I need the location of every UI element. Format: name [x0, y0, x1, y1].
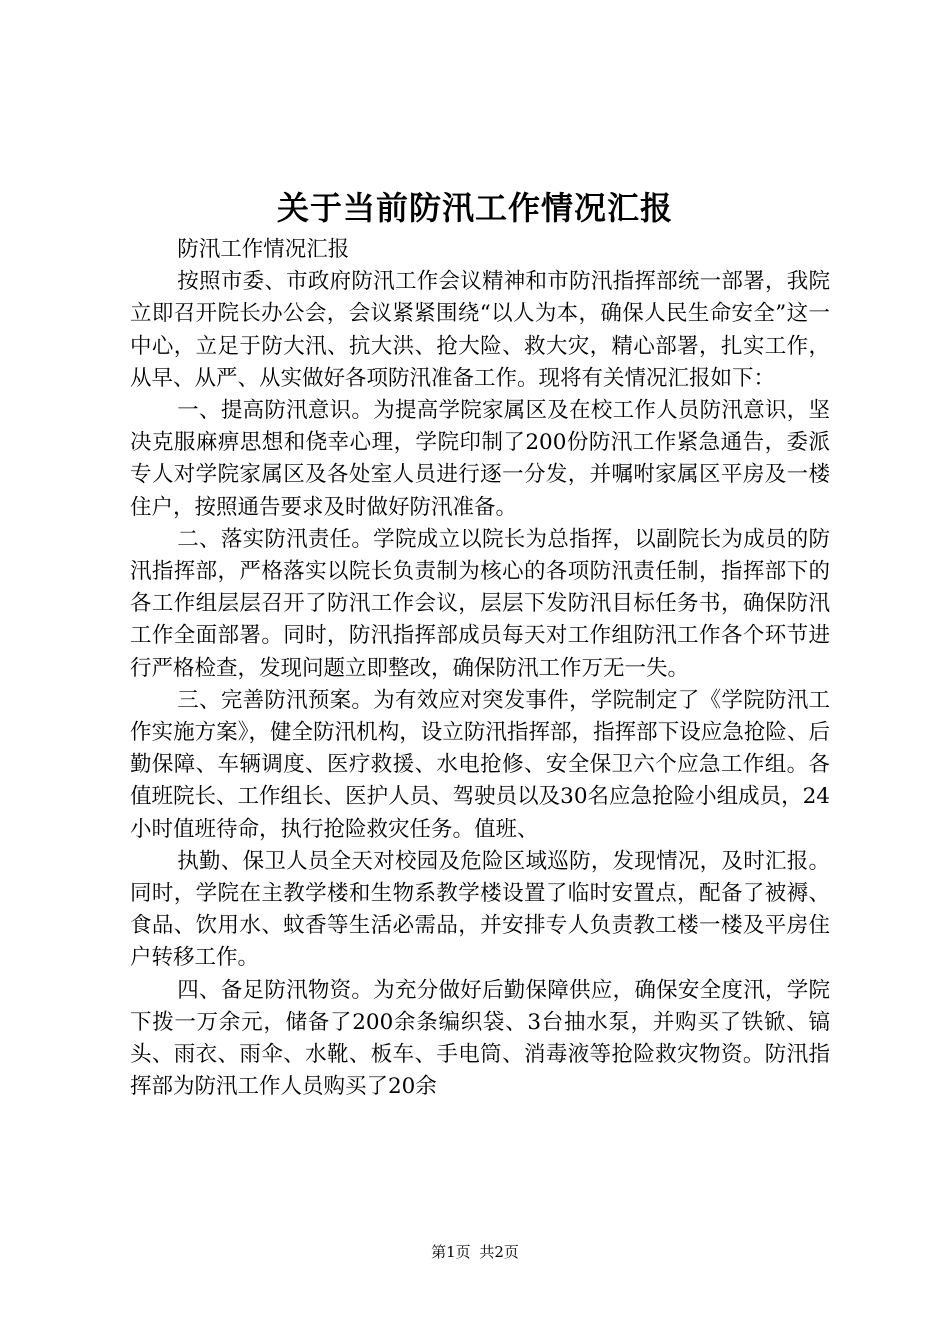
page-number: 第1页 [431, 1243, 471, 1261]
page-footer [0, 1242, 950, 1262]
paragraph-section-2: 二、落实防汛责任。学院成立以院长为总指挥，以副院长为成员的防汛指挥部，严格落实以院长负责制为核心的各项防汛责任制，指挥部下的各工作组层层召开了防汛工作会议，层层下发防汛目标任务书，确保防汛工作全面部署。同时，防汛指挥部成员每天对工作组防汛工作各个环节进行严格检查，发现问题立即整改，确保防汛工作万无一失。 [130, 526, 830, 681]
paragraph-section-1: 一、提高防汛意识。为提高学院家属区及在校工作人员防汛意识，坚决克服麻痹思想和侥幸心理，学院印制了200份防汛工作紧急通告，委派专人对学院家属区及各处室人员进行逐一分发，并嘱咐家属区平房及一楼住户，按照通告要求及时做好防汛准备。 [130, 398, 830, 520]
paragraph-section-4: 四、备足防汛物资。为充分做好后勤保障供应，确保安全度汛，学院下拨一万余元，储备了200余条编织袋、3台抽水泵，并购买了铁锨、镐头、雨衣、雨伞、水靴、板车、手电筒、消毒液等抢险救灾物资。防汛指挥部为防汛工作人员购买了20余 [130, 977, 830, 1100]
paragraph-intro: 按照市委、市政府防汛工作会议精神和市防汛指挥部统一部署，我院立即召开院长办公会，会议紧紧围绕“以人为本，确保人民生命安全”这一中心，立足于防大汛、抗大洪、抢大险、救大灾，精心部署，扎实工作，从早、从严、从实做好各项防汛准备工作。现将有关情况汇报如下： [130, 269, 830, 391]
document-body [130, 234, 830, 1103]
paragraph-section-3-continued: 执勤、保卫人员全天对校园及危险区域巡防，发现情况，及时汇报。同时，学院在主教学楼和生物系教学楼设置了临时安置点，配备了被褥、食品、饮用水、蚊香等生活必需品，并安排专人负责教工楼一楼及平房住户转移工作。 [130, 848, 830, 971]
page-total: 共2页 [479, 1243, 519, 1261]
paragraph-heading: 防汛工作情况汇报 [177, 237, 350, 262]
document-title: 关于当前防汛工作情况汇报 [276, 189, 673, 227]
paragraph-section-3: 三、完善防汛预案。为有效应对突发事件，学院制定了《学院防汛工作实施方案》，健全防汛机构，设立防汛指挥部，指挥部下设应急抢险、后勤保障、车辆调度、医疗救援、水电抢修、安全保卫六个应急工作组。各值班院长、工作组长、医护人员、驾驶员以及30名应急抢险小组成员，24小时值班待命，执行抢险救灾任务。值班、 [130, 687, 830, 842]
